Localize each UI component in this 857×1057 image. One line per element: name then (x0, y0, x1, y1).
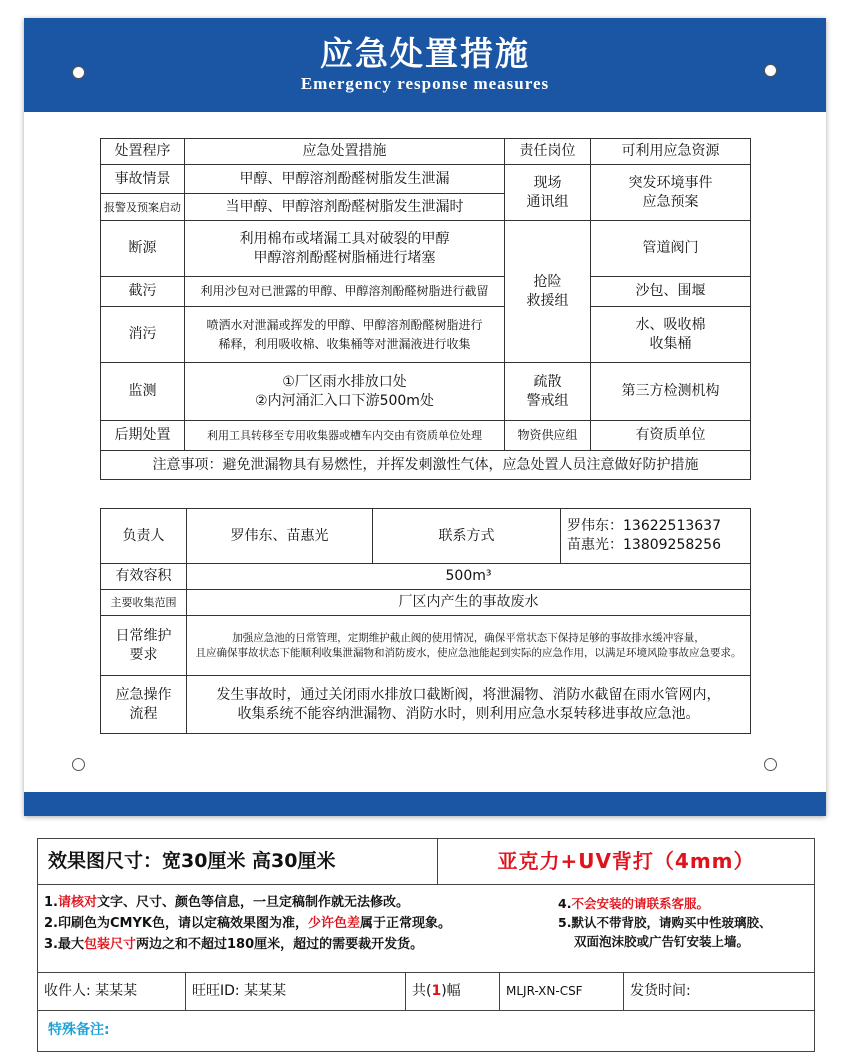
table-row (101, 277, 751, 307)
order-notes-row (38, 884, 814, 973)
note-5-cont: 双面泡沫胶或广告钉安装上墙。 (574, 934, 750, 949)
post-line: 救援组 (526, 292, 569, 309)
recipient: 收件人: 某某某 (38, 972, 186, 1010)
resource-cell: 第三方检测机构 (591, 363, 751, 421)
material-label: 亚克力+UV背打（4mm） (497, 849, 755, 873)
measure-line: 喷洒水对泄漏或挥发的甲醇、甲醇溶剂酚醛树脂进行 (206, 317, 483, 332)
post-line: 疏散 (533, 373, 562, 390)
post-line: 警戒组 (526, 392, 569, 409)
product-code: MLJR-XN-CSF (500, 972, 624, 1010)
procedure-cell: 断源 (101, 221, 185, 277)
sheet-count: 共(1)幅 (406, 972, 500, 1010)
measure-cell (185, 363, 505, 421)
sign-header (24, 18, 826, 112)
note-3: 3.最大包装尺寸两边之和不超过180厘米，超过的需要裁开发货。 (44, 937, 424, 952)
contact-label: 联系方式 (373, 509, 561, 564)
order-info-row (38, 972, 814, 1011)
note-2: 2.印刷色为CMYK色，请以定稿效果图为准，少许色差属于正常现象。 (44, 916, 451, 931)
procedure-cell: 事故情景 (101, 165, 185, 194)
scope-label: 主要收集范围 (101, 590, 187, 616)
sign-title: 应急处置措施 (320, 34, 530, 73)
table-row (101, 421, 751, 451)
label-line: 日常维护 (115, 627, 172, 644)
header-resource: 可利用应急资源 (591, 139, 751, 165)
label-line: 流程 (129, 705, 158, 722)
resource-line: 突发环境事件 (628, 174, 713, 191)
measure-cell: 当甲醇、甲醇溶剂酚醛树脂发生泄漏时 (185, 194, 505, 221)
mount-hole-bottom-right (764, 758, 777, 771)
post-cell (505, 221, 591, 363)
procedure-cell: 后期处置 (101, 421, 185, 451)
safety-note: 注意事项：避免泄漏物具有易燃性，并挥发刺激性气体，应急处置人员注意做好防护措施 (101, 451, 751, 480)
mount-hole-top-right (764, 64, 777, 77)
resource-cell: 沙包、围堰 (591, 277, 751, 307)
table-row (101, 509, 751, 564)
measures-table (100, 138, 751, 480)
note-1: 1.请核对文字、尺寸、颜色等信息，一旦定稿制作就无法修改。 (44, 895, 410, 910)
header-procedure: 处置程序 (101, 139, 185, 165)
operation-label (101, 676, 187, 734)
notes-left (38, 884, 558, 972)
resource-cell: 有资质单位 (591, 421, 751, 451)
measure-line: ①厂区雨水排放口处 (282, 373, 407, 390)
ship-time: 发货时间: (630, 983, 691, 999)
sign-subtitle: Emergency response measures (300, 74, 550, 93)
post-line: 抢险 (533, 273, 562, 290)
contact-line: 苗惠光：13809258256 (567, 537, 721, 553)
table-row (101, 564, 751, 590)
resource-line: 水、吸收棉 (635, 316, 706, 333)
measure-line: 利用棉布或堵漏工具对破裂的甲醇 (239, 230, 450, 247)
table-row (101, 451, 751, 480)
order-size-row (38, 839, 814, 885)
measure-line: ②内河涌汇入口下游500m处 (255, 392, 434, 409)
post-line: 通讯组 (526, 193, 569, 210)
mount-hole-bottom-left (72, 758, 85, 771)
mount-hole-top-left (72, 66, 85, 79)
pool-info-table (100, 508, 751, 734)
table-row (101, 676, 751, 734)
volume-label: 有效容积 (101, 564, 187, 590)
post-line: 现场 (533, 174, 562, 191)
measure-cell (185, 307, 505, 363)
procedure-cell: 消污 (101, 307, 185, 363)
maintenance-line: 且应确保事故状态下能顺利收集泄漏物和消防废水，使应急池能起到实际的应急作用，以满足环境风险事故应急要求。 (195, 646, 742, 659)
procedure-cell: 监测 (101, 363, 185, 421)
header-measure: 应急处置措施 (185, 139, 505, 165)
label-line: 应急操作 (115, 686, 172, 703)
measure-cell: 甲醇、甲醇溶剂酚醛树脂发生泄漏 (185, 165, 505, 194)
procedure-cell: 报警及预案启动 (101, 194, 185, 221)
resource-line: 收集桶 (649, 335, 692, 352)
special-note-label: 特殊备注: (48, 1022, 110, 1038)
table-row (101, 165, 751, 194)
size-label: 效果图尺寸：宽30厘米 高30厘米 (38, 839, 438, 884)
table-row (101, 221, 751, 277)
order-card (37, 838, 815, 1052)
measure-line: 甲醇溶剂酚醛树脂桶进行堵塞 (253, 249, 436, 266)
resource-cell: 管道阀门 (591, 221, 751, 277)
table-row (101, 307, 751, 363)
measure-cell: 利用工具转移至专用收集器或槽车内交由有资质单位处理 (185, 421, 505, 451)
operation-value (187, 676, 751, 734)
sign-footer-band (24, 792, 826, 816)
post-cell (505, 363, 591, 421)
owner-value: 罗伟东、苗惠光 (187, 509, 373, 564)
sign-board (24, 18, 826, 816)
resource-cell (591, 165, 751, 221)
contact-line: 罗伟东：13622513637 (567, 518, 721, 534)
label-line: 要求 (129, 646, 158, 663)
table-row (101, 363, 751, 421)
resource-cell (591, 307, 751, 363)
operation-line: 发生事故时，通过关闭雨水排放口截断阀，将泄漏物、消防水截留在雨水管网内， (216, 686, 721, 703)
wangwang-id: 旺旺ID: 某某某 (186, 972, 406, 1010)
note-4: 4.不会安装的请联系客服。 (558, 896, 709, 911)
post-cell: 物资供应组 (505, 421, 591, 451)
measure-line: 稀释，利用吸收棉、收集桶等对泄漏液进行收集 (218, 336, 471, 351)
procedure-cell: 截污 (101, 277, 185, 307)
resource-line: 应急预案 (642, 193, 699, 210)
note-5: 5.默认不带背胶，请购买中性玻璃胶、 (558, 915, 772, 930)
measure-cell: 利用沙包对已泄露的甲醇、甲醇溶剂酚醛树脂进行截留 (185, 277, 505, 307)
post-cell (505, 165, 591, 221)
contact-value (561, 509, 751, 564)
order-remark-row (38, 1010, 814, 1051)
operation-line: 收集系统不能容纳泄漏物、消防水时，则利用应急水泵转移进事故应急池。 (237, 705, 700, 722)
owner-label: 负责人 (101, 509, 187, 564)
maintenance-value (187, 616, 751, 676)
header-post: 责任岗位 (505, 139, 591, 165)
maintenance-label (101, 616, 187, 676)
notes-right (558, 884, 814, 972)
maintenance-line: 加强应急池的日常管理，定期维护截止阀的使用情况，确保平常状态下保持足够的事故排水缓冲容量， (232, 631, 705, 644)
measure-cell (185, 221, 505, 277)
scope-value: 厂区内产生的事故废水 (187, 590, 751, 616)
table-header-row (101, 139, 751, 165)
table-row (101, 616, 751, 676)
table-row (101, 590, 751, 616)
volume-value: 500m³ (187, 564, 751, 590)
